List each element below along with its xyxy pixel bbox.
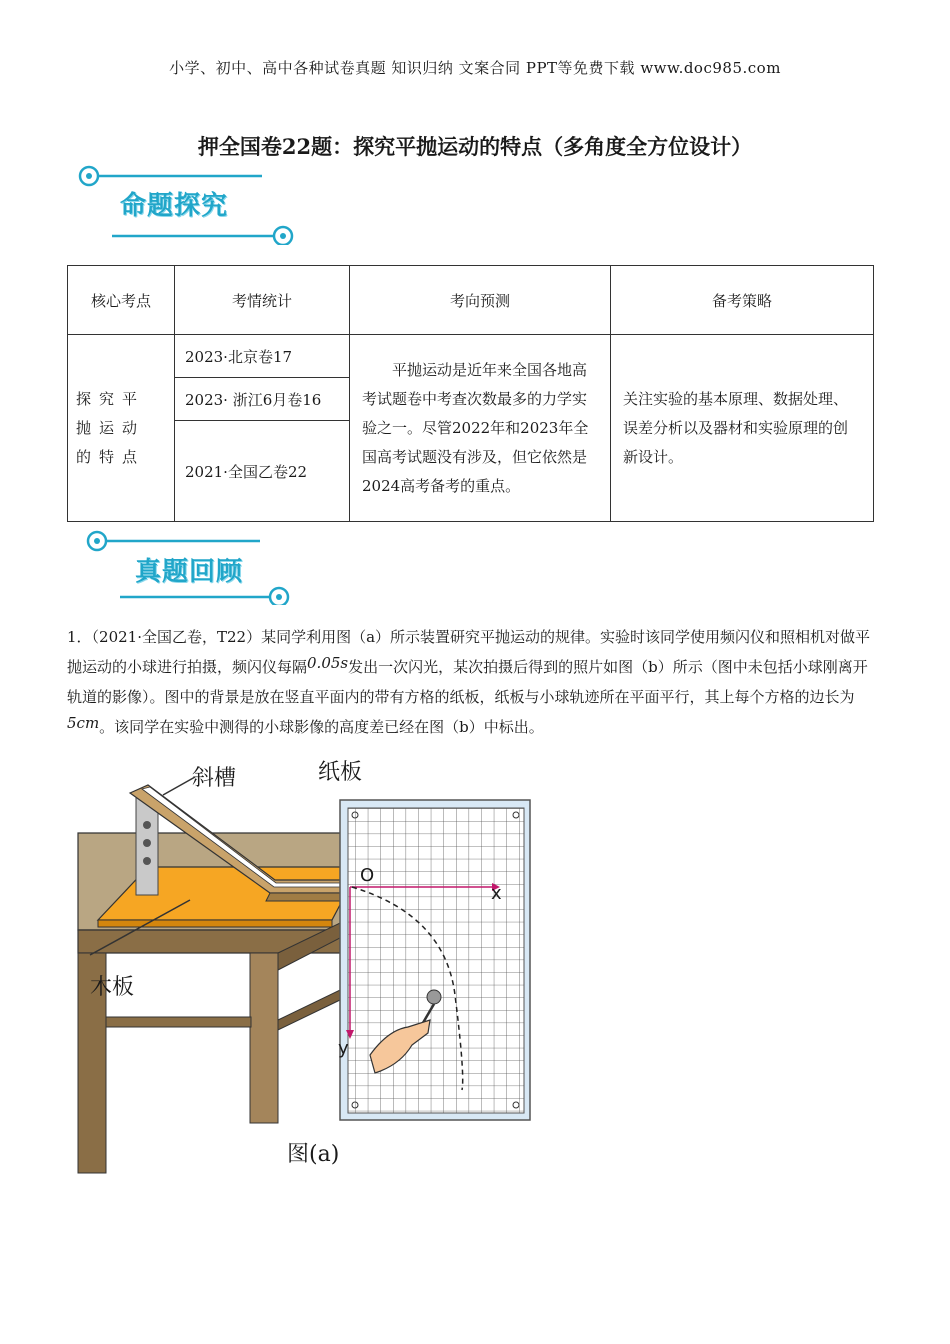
label-wood-board: 木板 — [90, 975, 135, 1000]
stat-row: 2023·北京卷17 — [175, 335, 350, 378]
label-y-axis: y — [338, 1038, 349, 1059]
stat-row: 2023· 浙江6月卷16 — [175, 378, 350, 421]
banner-proposition-text: 命题探究 — [120, 191, 229, 221]
site-header: 小学、初中、高中各种试卷真题 知识归纳 文案合同 PPT等免费下载 www.doc985.com — [169, 59, 781, 77]
question-1 — [67, 622, 882, 742]
header-core: 核心考点 — [68, 266, 175, 335]
label-x-axis: x — [491, 883, 502, 904]
flash-interval: 0.05s — [307, 654, 349, 672]
question-number: 1． — [67, 628, 92, 646]
banner-review-text: 真题回顾 — [135, 557, 244, 587]
question-text-a: 某同学利用图（a）所示装置研究平抛运动的规律。实验时该同学使用频闪仪和照相机对做平抛运动的小球进行拍摄，频闪仪每隔 — [67, 628, 871, 676]
header-strategy: 备考策略 — [611, 266, 874, 335]
apparatus-illustration — [70, 755, 550, 1175]
forecast-text: 平抛运动是近年来全国各地高考试题卷中考查次数最多的力学实验之一。尽管2022年和2023年全国高考试题没有涉及，但它依然是2024高考备考的重点。 — [362, 360, 589, 495]
header-forecast: 考向预测 — [350, 266, 611, 335]
banner-review — [80, 525, 320, 605]
question-source: （2021·全国乙卷，T22） — [91, 628, 262, 646]
figure-a — [70, 755, 550, 1179]
banner-proposition — [72, 165, 312, 245]
grid-side-length: 5cm — [67, 714, 100, 732]
figure-caption: 图(a) — [287, 1142, 340, 1167]
label-paper-board: 纸板 — [318, 760, 363, 785]
label-chute: 斜槽 — [192, 766, 237, 791]
question-text-b: 发出一次闪光，某次拍摄后得到的照片如图（b）所示（图中未包括小球刚离开轨道的影像）。图中的背景是放在竖直平面内的带有方格的纸板，纸板与小球轨迹所在平面平行，其上每个方格的边长为 — [67, 658, 868, 706]
label-origin: O — [360, 865, 375, 886]
core-topic-cell: 探究平抛运动的特点 — [68, 335, 175, 522]
header-stats: 考情统计 — [175, 266, 350, 335]
strategy-cell: 关注实验的基本原理、数据处理、误差分析以及器材和实验原理的创新设计。 — [611, 335, 874, 522]
question-text-c: 。该同学在实验中测得的小球影像的高度差已经在图（b）中标出。 — [99, 718, 544, 736]
stat-row: 2021·全国乙卷22 — [175, 421, 350, 522]
forecast-cell — [350, 335, 611, 522]
page-title: 押全国卷22题：探究平抛运动的特点（多角度全方位设计） — [197, 134, 753, 159]
overview-table — [67, 265, 874, 522]
